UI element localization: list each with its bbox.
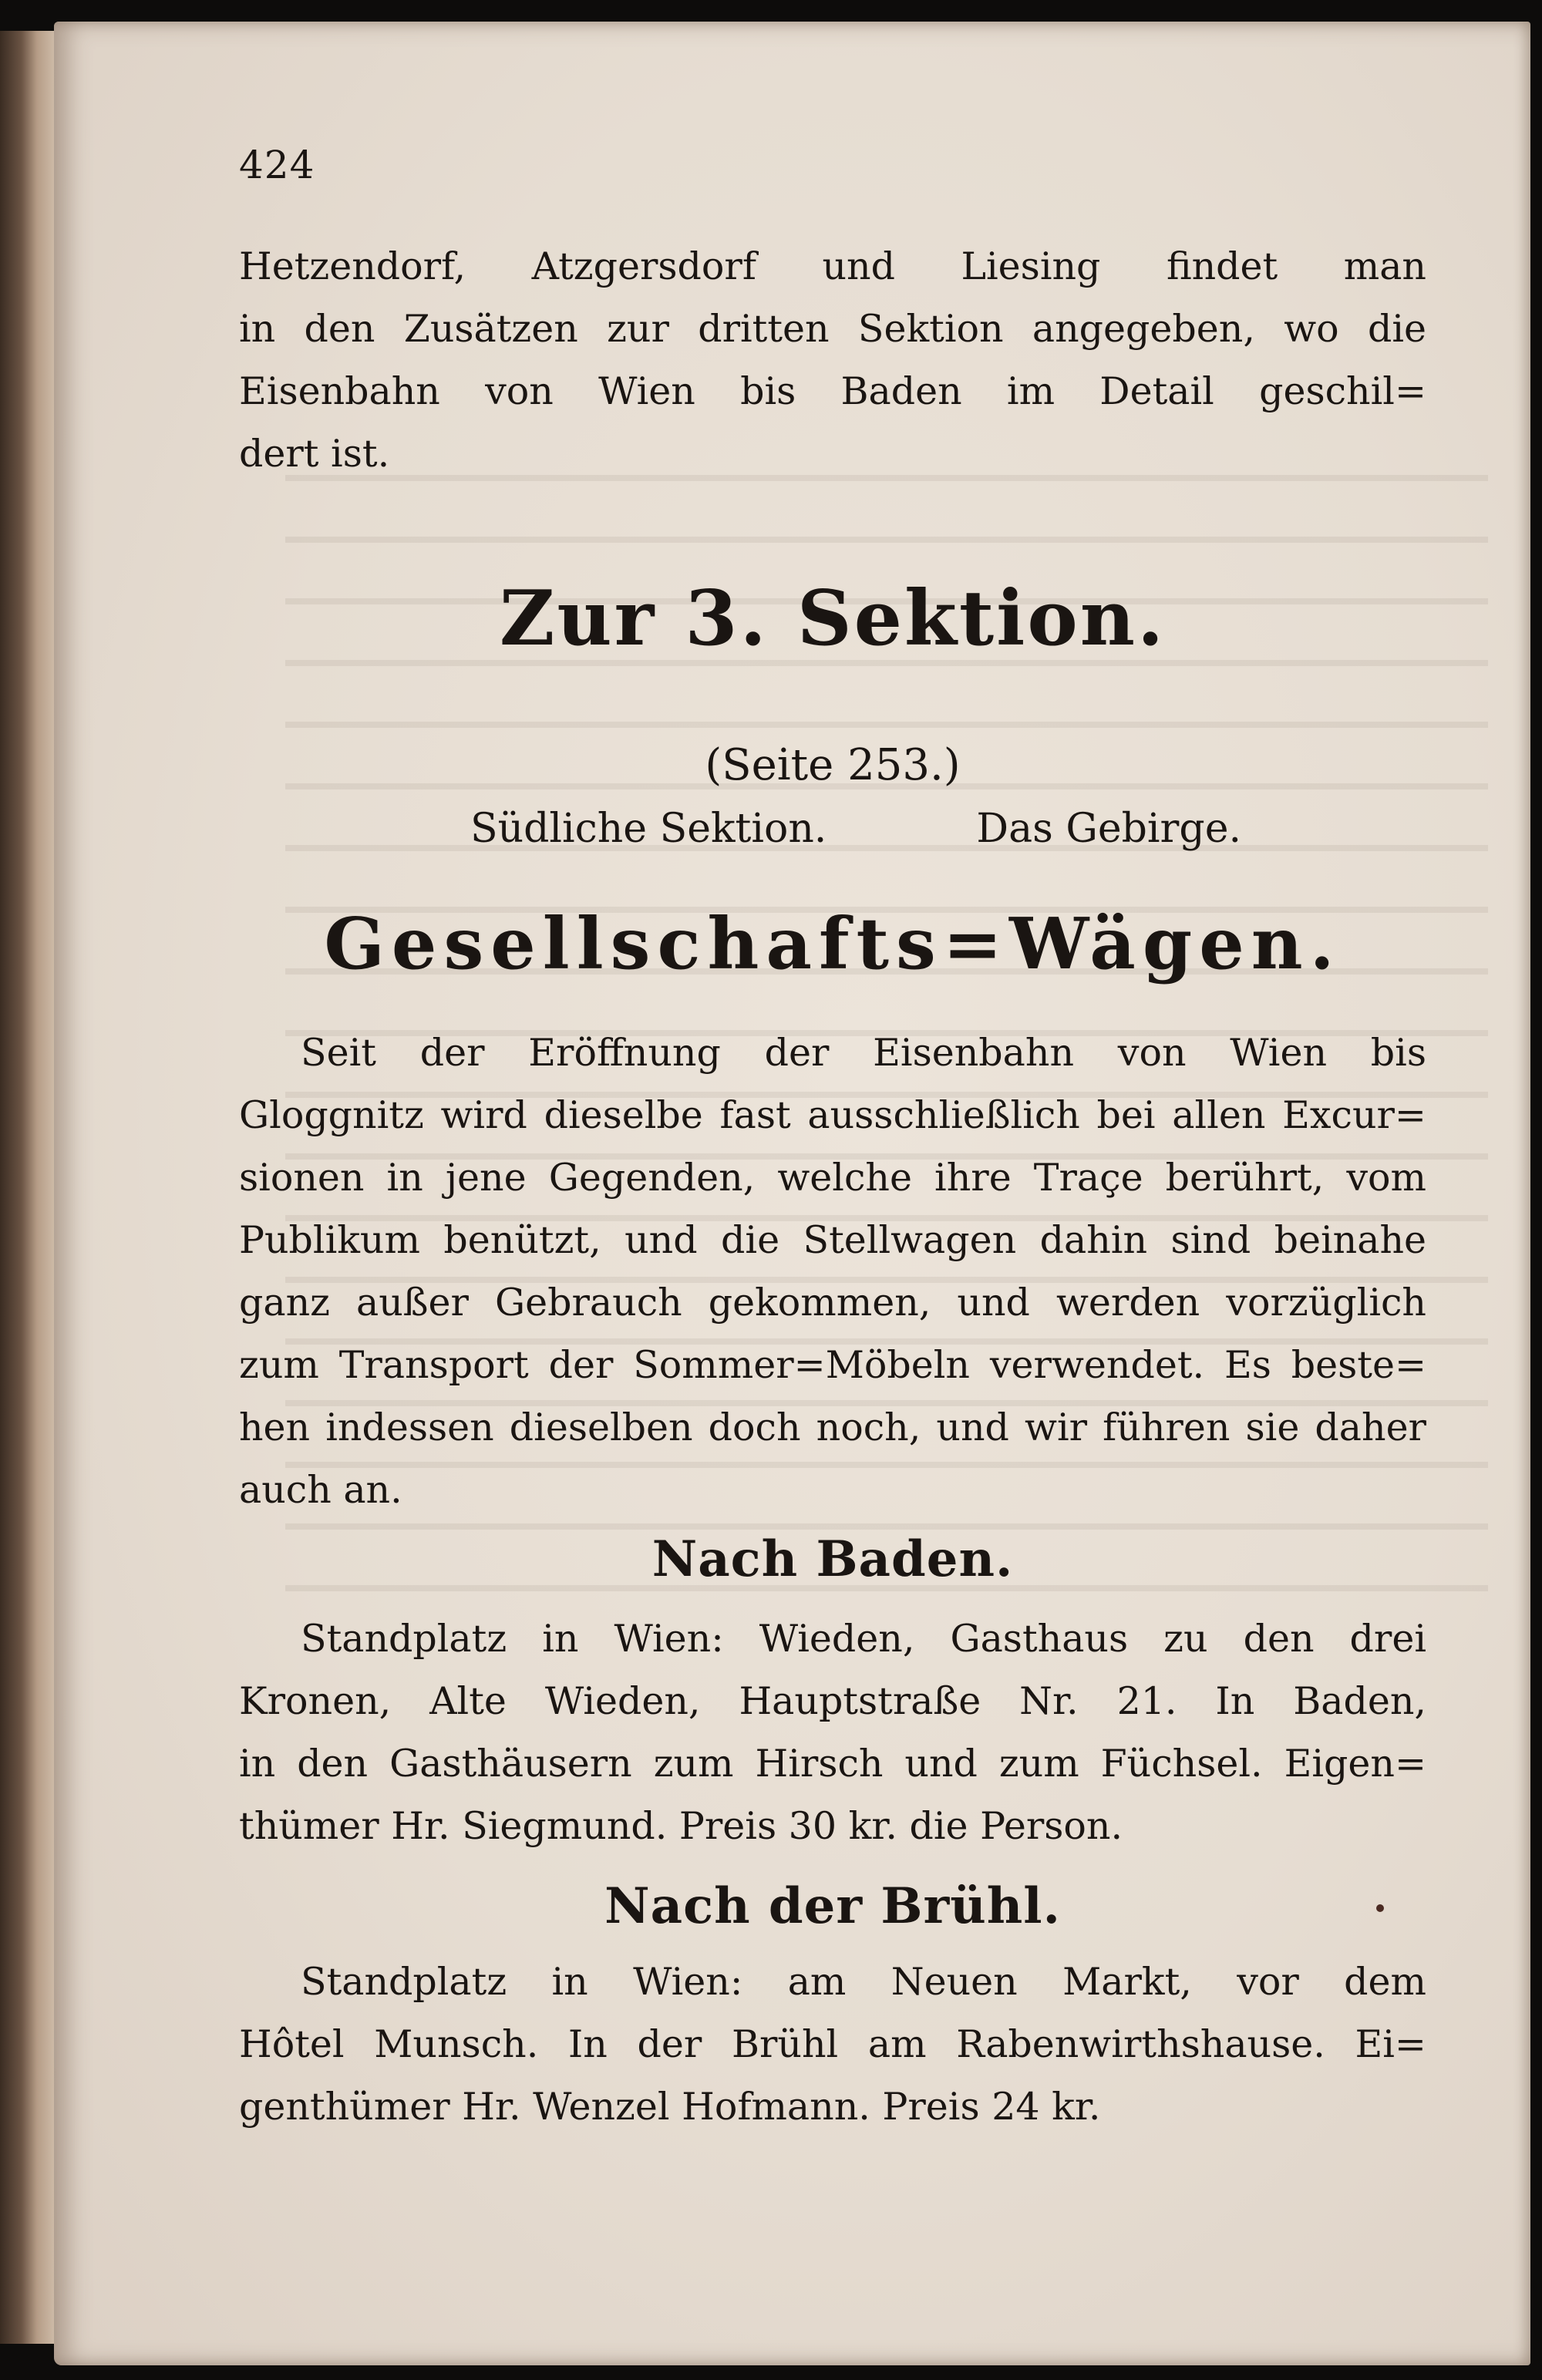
text-line: in den Gasthäusern zum Hirsch und zum Füchsel. Eigen=: [239, 1742, 1426, 1786]
text-line: zum Transport der Sommer=Möbeln verwendet. Es beste=: [239, 1343, 1426, 1387]
text-line: dert ist.: [239, 432, 390, 476]
text-line: hen indessen dieselben doch noch, und wir führen sie daher: [239, 1405, 1426, 1449]
text-line: Publikum benützt, und die Stellwagen dahin sind beinahe: [239, 1218, 1426, 1262]
text-line: Gloggnitz wird dieselbe fast ausschließlich bei allen Excur=: [239, 1093, 1426, 1137]
text-line: Seit der Eröffnung der Eisenbahn von Wien bis: [301, 1031, 1426, 1075]
book-binding-edge: [0, 31, 62, 2344]
main-title: Gesellschafts=Wägen.: [324, 902, 1342, 985]
section-title: Zur 3. Sektion.: [499, 574, 1167, 663]
route-title-bruehl: Nach der Brühl.: [604, 1877, 1061, 1935]
route-paragraph-baden: [239, 1607, 1426, 1857]
main-paragraph: [239, 1022, 1426, 1521]
subheading-left: Südliche Sektion.: [470, 806, 827, 852]
text-line: genthümer Hr. Wenzel Hofmann. Preis 24 kr.: [239, 2085, 1101, 2129]
text-line: Kronen, Alte Wieden, Hauptstraße Nr. 21. In Baden,: [239, 1679, 1426, 1723]
text-line: ganz außer Gebrauch gekommen, und werden vorzüglich: [239, 1281, 1426, 1325]
subheading-row: [470, 806, 1241, 852]
text-line: Standplatz in Wien: am Neuen Markt, vor dem: [301, 1960, 1426, 2004]
route-title-baden: Nach Baden.: [651, 1530, 1014, 1588]
page-number: 424: [239, 143, 315, 187]
intro-paragraph: [239, 235, 1426, 485]
text-line: thümer Hr. Siegmund. Preis 30 kr. die Person.: [239, 1804, 1123, 1848]
subheading-right: Das Gebirge.: [976, 806, 1241, 852]
text-line: Hetzendorf, Atzgersdorf und Liesing findet man: [239, 244, 1426, 288]
text-line: Hôtel Munsch. In der Brühl am Rabenwirthshause. Ei=: [239, 2022, 1426, 2066]
text-line: Eisenbahn von Wien bis Baden im Detail geschil=: [239, 369, 1426, 413]
page-reference: (Seite 253.): [705, 740, 961, 790]
text-line: sionen in jene Gegenden, welche ihre Traçe berührt, vom: [239, 1156, 1426, 1200]
ink-spot: [1376, 1904, 1384, 1912]
text-line: in den Zusätzen zur dritten Sektion angegeben, wo die: [239, 307, 1426, 351]
route-paragraph-bruehl: [239, 1951, 1426, 2138]
text-line: auch an.: [239, 1468, 402, 1512]
text-line: Standplatz in Wien: Wieden, Gasthaus zu den drei: [301, 1617, 1426, 1661]
